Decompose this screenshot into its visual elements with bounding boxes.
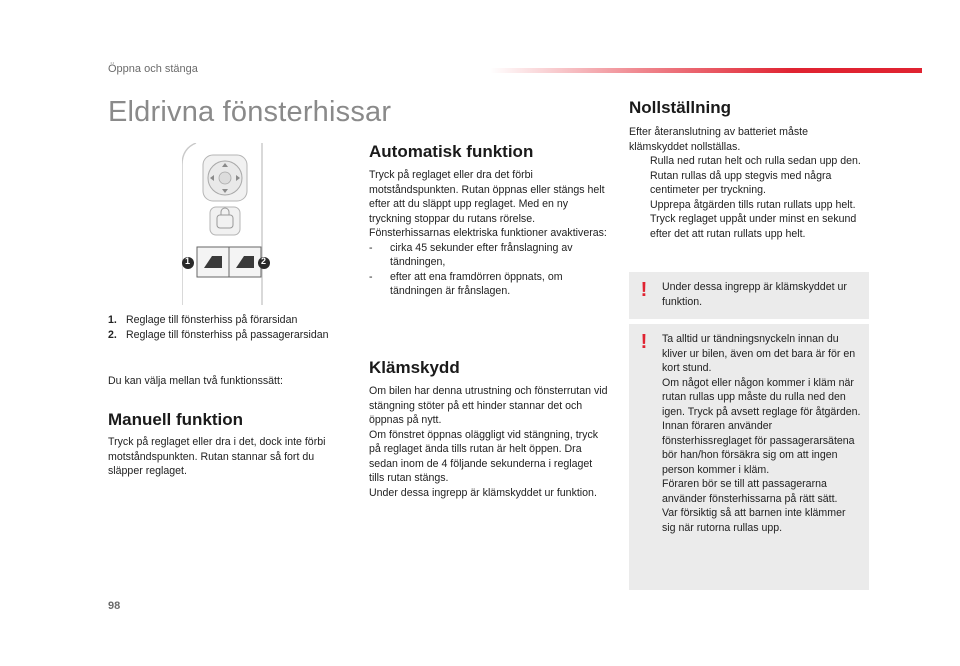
- warning-icon: !: [640, 331, 648, 353]
- legend-item: [108, 313, 358, 328]
- legend-item: [108, 328, 358, 343]
- warning-text: Under dessa ingrepp är klämskyddet ur funktion.: [662, 281, 847, 308]
- intro-paragraph: Du kan välja mellan två funktionssätt:: [108, 375, 283, 387]
- pinch-section: [369, 358, 609, 500]
- warning-paragraph: Var försiktig så att barnen inte klämmer sig när rutorna rullas upp.: [662, 507, 846, 534]
- reset-section: [629, 98, 861, 241]
- callout-1: 1: [185, 256, 191, 266]
- warning-paragraph: Föraren bör se till att passagerarna använder fönsterhissarna på rätt sätt.: [662, 478, 838, 505]
- list-item: [369, 241, 607, 270]
- warning-note: [629, 324, 869, 590]
- warning-paragraph: Om något eller någon kommer i kläm när rutan rullas upp måste du rulla ned den igen. Tryck på avsett reglage för åtgärden.: [662, 376, 861, 418]
- reset-heading: Nollställning: [629, 98, 731, 117]
- list-item: [629, 198, 861, 213]
- pinch-body-1: Om bilen har denna utrustning och fönsterrutan vid stängning stöter på ett hinder stannar det och öppnas på nytt.: [369, 385, 608, 426]
- legend-number: 1.: [108, 314, 117, 326]
- list-text: cirka 45 sekunder efter frånslagning av tändningen,: [390, 241, 573, 268]
- list-item: [629, 154, 861, 198]
- warning-paragraph: Innan föraren använder fönsterhissreglaget för passagerarsätena bör han/hon försäkra sig om att ingen person kommer i kläm.: [662, 420, 855, 476]
- manual-section: [108, 410, 348, 479]
- callout-2: 2: [261, 256, 267, 266]
- page-title: Eldrivna fönsterhissar: [108, 96, 392, 128]
- manual-body: Tryck på reglaget eller dra i det, dock inte förbi motståndspunkten. Rutan stannar så fort du släpper reglaget.: [108, 436, 326, 477]
- intro-text: [108, 374, 358, 389]
- warning-text: [662, 332, 861, 535]
- pinch-body-2: Om fönstret öppnas oläggligt vid stängning, tryck på reglaget ända tills rutan är helt öppen. Dra sedan inom de 4 följande sekunderna i reglaget tills rutan stängs.: [369, 428, 599, 484]
- legend: [108, 313, 358, 342]
- warning-icon: !: [640, 279, 648, 301]
- list-item: [629, 212, 861, 241]
- list-text: Upprepa åtgärden tills rutan rullats upp helt.: [650, 198, 856, 211]
- legend-text: Reglage till fönsterhiss på passagerarsidan: [126, 328, 329, 341]
- automatic-section: [369, 142, 607, 299]
- automatic-heading: Automatisk funktion: [369, 142, 534, 161]
- list-text: efter att ena framdörren öppnats, om tändningen är frånslagen.: [390, 270, 563, 297]
- manual-heading: Manuell funktion: [108, 410, 244, 429]
- warning-note: [629, 272, 869, 319]
- legend-number: 2.: [108, 328, 117, 341]
- header-accent-bar: [490, 68, 922, 73]
- automatic-body: Tryck på reglaget eller dra det förbi motståndspunkten. Rutan öppnas eller stängs helt efter att du släppt upp reglaget. Med en ny tryckning stoppar du rutans rörelse.: [369, 169, 605, 225]
- list-item: [369, 270, 607, 299]
- legend-text: Reglage till fönsterhiss på förarsidan: [126, 314, 298, 326]
- warning-paragraph: Ta alltid ur tändningsnyckeln innan du kliver ur bilen, även om det bara är för en kort stund.: [662, 333, 856, 374]
- list-marker: -: [369, 270, 373, 283]
- list-text: Rulla ned rutan helt och rulla sedan upp den. Rutan rullas då upp stegvis med några centimeter per tryckning.: [650, 155, 861, 196]
- automatic-activation: Fönsterhissarnas elektriska funktioner avaktiveras:: [369, 227, 607, 239]
- pinch-heading: Klämskydd: [369, 358, 460, 377]
- section-label: Öppna och stänga: [108, 63, 198, 75]
- page-number: 98: [108, 600, 121, 612]
- reset-intro: Efter återanslutning av batteriet måste klämskyddet nollställas.: [629, 126, 809, 153]
- pinch-body-3: Under dessa ingrepp är klämskyddet ur funktion.: [369, 486, 597, 499]
- list-marker: -: [369, 241, 373, 254]
- window-switch-panel-icon: [182, 143, 276, 305]
- list-text: Tryck reglaget uppåt under minst en sekund efter det att rutan rullats upp helt.: [650, 213, 857, 240]
